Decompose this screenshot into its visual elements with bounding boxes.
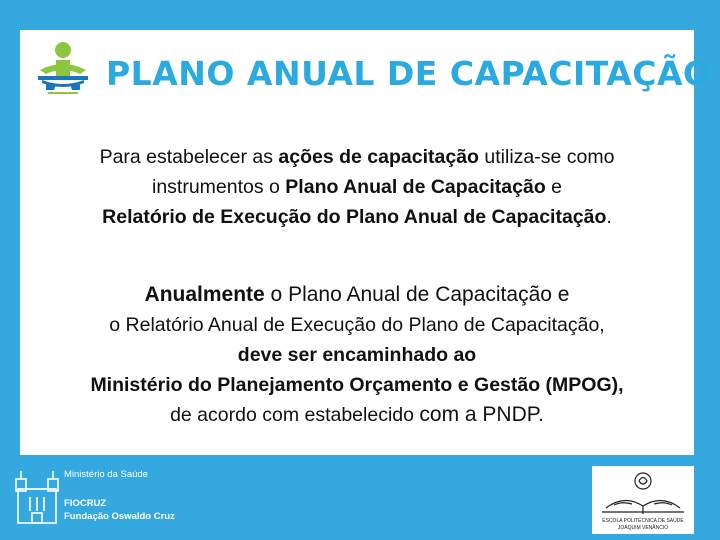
- paragraph-line: [30, 202, 684, 232]
- bold-span: Plano Anual de Capacitação: [285, 176, 546, 198]
- paragraph-line-bold: deve ser encaminhado ao: [237, 344, 477, 366]
- text-span: com a PNDP.: [419, 403, 544, 426]
- paragraph-line-bold: Ministério do Planejamento Orçamento e Gestão (MPOG),: [90, 374, 624, 396]
- fiocruz-text: FIOCRUZ: [64, 498, 107, 509]
- bold-span: Anualmente: [144, 283, 265, 306]
- fiocruz-logo: [14, 465, 214, 530]
- epsjv-logo: [592, 466, 694, 534]
- text-span: instrumentos o: [151, 176, 286, 198]
- page-title: PLANO ANUAL DE CAPACITAÇÃO: [106, 54, 712, 93]
- text-span: o Plano Anual de Capacitação e: [264, 283, 570, 306]
- text-span: Para estabelecer as: [99, 146, 279, 168]
- school-subname-text: JOAQUIM VENÂNCIO: [617, 525, 669, 531]
- slide-panel: [20, 30, 712, 455]
- text-span: e: [545, 176, 562, 198]
- book-emblem-icon: [592, 468, 694, 518]
- bold-span: Relatório de Execução do Plano Anual de Capacitação: [102, 206, 607, 228]
- bold-span: ações de capacitação: [278, 146, 479, 168]
- paragraph-line: [30, 142, 684, 172]
- foundation-text: Fundação Oswaldo Cruz: [64, 511, 175, 522]
- paragraph-line: [24, 400, 690, 430]
- text-span: de acordo com estabelecido: [170, 404, 420, 426]
- paragraph-instruments: [30, 142, 684, 232]
- text-span: .: [606, 206, 612, 228]
- ministry-text: Ministério da Saúde: [64, 469, 148, 480]
- paragraph-annual: [24, 280, 690, 430]
- paragraph-line: [24, 280, 690, 310]
- school-name-text: ESCOLA POLITÉCNICA DE SAÚDE: [602, 518, 684, 524]
- training-logo-icon: [34, 40, 92, 100]
- fiocruz-castle-icon: [14, 467, 60, 527]
- paragraph-line: [30, 172, 684, 202]
- paragraph-line: o Relatório Anual de Execução do Plano de Capacitação,: [109, 314, 605, 336]
- text-span: utiliza-se como: [478, 146, 615, 168]
